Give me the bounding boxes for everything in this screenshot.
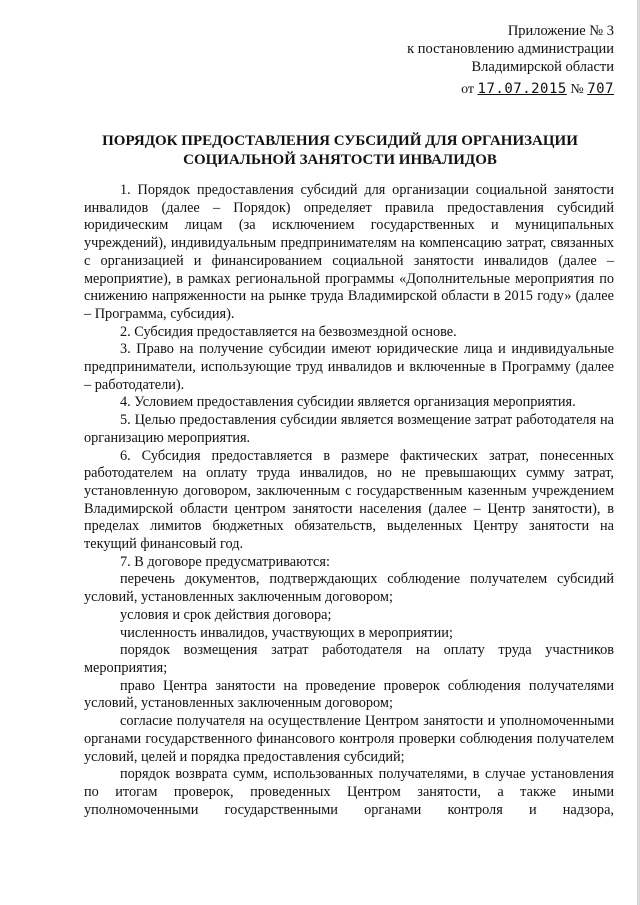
annex-number: Приложение № 3 — [507, 23, 614, 39]
title-line-1: ПОРЯДОК ПРЕДОСТАВЛЕНИЯ СУБСИДИЙ ДЛЯ ОРГАНИЗАЦИИ — [102, 133, 578, 149]
document-title — [70, 132, 610, 170]
annex-region-line: Владимирской области — [471, 59, 614, 75]
contract-item-terms: условия и срок действия договора; — [120, 606, 332, 623]
contract-item-inspections: право Центра занятости на проведение проверок соблюдения получателями условий, установленных заключенным договором; — [84, 677, 614, 712]
paragraph-2: 2. Субсидия предоставляется на безвозмездной основе. — [120, 323, 457, 340]
contract-item-headcount: численность инвалидов, участвующих в мероприятии; — [120, 624, 453, 641]
contract-item-reimbursement: порядок возмещения затрат работодателя на оплату труда участников мероприятия; — [84, 642, 614, 676]
date-prefix: от — [461, 82, 475, 97]
number-prefix: № — [570, 82, 584, 97]
paragraph-3: 3. Право на получение субсидии имеют юридические лица и индивидуальные предприниматели, использующие труд инвалидов и включенные в Программу (далее – работодатели). — [84, 341, 614, 393]
document-body — [84, 182, 614, 819]
annex-header — [354, 22, 614, 99]
paragraph-4: 4. Условием предоставления субсидии является организация мероприятия. — [120, 394, 576, 411]
annex-resolution-line: к постановлению администрации — [407, 41, 614, 57]
paragraph-1: 1. Порядок предоставления субсидий для организации социальной занятости инвалидов (далее – Порядок) определяет правила предоставления субсидий юридическим лицам (за исключением государственных и муниципальных учреждений), индивидуальным предпринимателям на компенсацию затрат, связанных с организацией и финансированием социальной занятости инвалидов (далее – мероприятие), в рамках региональной программы «Дополнительные мероприятия по снижению напряженности на рынке труда Владимирской области в 2015 году» (далее – Программа, субсидия). — [84, 182, 614, 322]
title-line-2: СОЦИАЛЬНОЙ ЗАНЯТОСТИ ИНВАЛИДОВ — [183, 152, 497, 168]
paragraph-6: 6. Субсидия предоставляется в размере фактических затрат, понесенных работодателем на оплату труда инвалидов, но не превышающих сумму затрат, установленную договором, заключенным с государственным казенным учреждением Владимирской области центром занятости населения (далее – Центр занятости), в пределах лимитов бюджетных обязательств, выделенных Центру занятости на текущий финансовый год. — [84, 447, 614, 553]
contract-item-documents: перечень документов, подтверждающих соблюдение получателем субсидий условий, установленных заключенным договором; — [84, 571, 614, 606]
paragraph-7: 7. В договоре предусматриваются: — [120, 553, 330, 570]
date-value: 17.07.2015 — [477, 81, 567, 97]
contract-item-consent: согласие получателя на осуществление Центром занятости и уполномоченными органами государственного финансового контроля проверки соблюдения получателем условий, целей и порядка предоставления субсидий; — [84, 713, 614, 765]
annex-date-line — [354, 80, 614, 99]
contract-item-refund: порядок возврата сумм, использованных получателями, в случае установления по итогам проверок, проведенных Центром занятости, а также иными уполномоченными государственными органами контроля и надзора, — [84, 766, 614, 818]
number-value: 707 — [587, 81, 614, 97]
paragraph-5: 5. Целью предоставления субсидии является возмещение затрат работодателя на организацию мероприятия. — [84, 412, 614, 446]
